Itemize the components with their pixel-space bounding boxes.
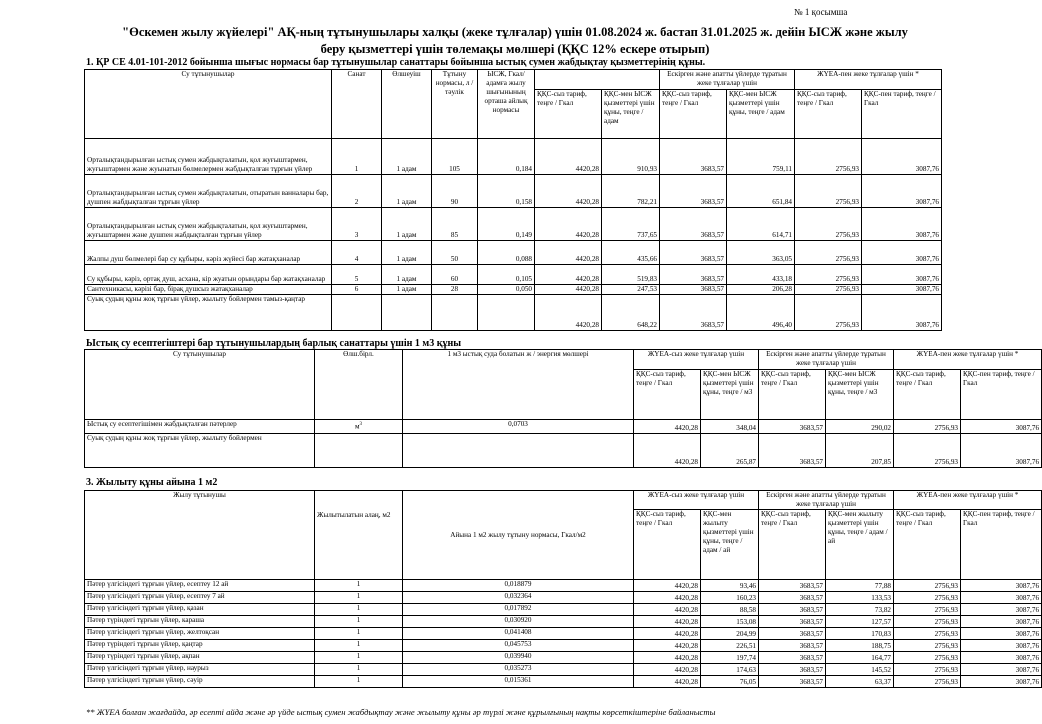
table-row (85, 208, 942, 241)
row-tariff-4: 3087,76 (862, 175, 942, 208)
row-tariff-2: 3683,57 (759, 592, 826, 604)
row-unit-sup: 3 (359, 422, 363, 427)
row-norm: 60 (432, 265, 478, 285)
row-category: 3 (332, 208, 382, 241)
s2-sub-1: ҚҚС-сыз тариф, теңге / Гкал (634, 370, 701, 420)
row-norm: 0,035273 (403, 664, 634, 676)
row-tariff-3: 2756,93 (795, 175, 862, 208)
row-cost-1: 247,53 (602, 285, 660, 295)
row-unit (315, 420, 403, 434)
row-area: 1 (315, 628, 403, 640)
row-cost-2: 145,52 (826, 664, 894, 676)
row-norm: 0,017892 (403, 604, 634, 616)
row-cost-2: 363,05 (727, 241, 795, 265)
row-tariff-2: 3683,57 (660, 285, 727, 295)
row-unit: 1 адам (382, 139, 432, 175)
s1-sub-4: ҚҚС-мен ЫСЖ қызметтері үшін құны, теңге / адам (727, 90, 795, 139)
row-tariff-4: 3087,76 (961, 640, 1042, 652)
row-tariff-1: 4420,28 (634, 640, 701, 652)
s3-sub-3: ҚҚС-сыз тариф, теңге / Гкал (759, 510, 826, 580)
row-cost-1: 348,04 (701, 420, 759, 434)
table-row (85, 592, 1042, 604)
row-cost-1: 737,65 (602, 208, 660, 241)
row-category: 4 (332, 241, 382, 265)
row-area: 1 (315, 640, 403, 652)
row-tariff-1: 4420,28 (634, 434, 701, 468)
row-tariff-1: 4420,28 (535, 208, 602, 241)
row-tariff-1: 4420,28 (634, 664, 701, 676)
s3-header-consumers: Жылу тұтынушы (85, 491, 315, 580)
page-title (80, 24, 950, 58)
s1-header-group-empty (535, 70, 660, 90)
section2-table (84, 349, 1042, 468)
row-norm: 105 (432, 139, 478, 175)
row-cost-2: 77,88 (826, 580, 894, 592)
row-norm: 0,032364 (403, 592, 634, 604)
row-tariff-2: 3683,57 (759, 628, 826, 640)
row-tariff-2: 3683,57 (759, 652, 826, 664)
s2-sub-4: ҚҚС-мен ЫСЖ қызметтері үшін құны, теңге / м3 (826, 370, 894, 420)
row-hws: 0,050 (478, 285, 535, 295)
row-tariff-3: 2756,93 (795, 295, 862, 331)
section1-heading: 1. ҚР СЕ 4.01-101-2012 бойынша шығыс нормасы бар тұтынушылар санаттары бойынша ыстық сумен жабдықтау қызметтерінің құны. (86, 57, 706, 68)
row-unit: 1 адам (382, 241, 432, 265)
row-cost-2: 164,77 (826, 652, 894, 664)
row-norm: 0,030920 (403, 616, 634, 628)
row-unit (382, 295, 432, 331)
row-consumer: Су құбыры, кәріз, ортақ душ, асхана, кір жуатын орындары бар жатақханалар (85, 265, 332, 285)
table-row (85, 139, 942, 175)
s3-header-area: Жылытылатын алаң, м2 (315, 491, 403, 580)
row-cost-1: 226,51 (701, 640, 759, 652)
row-tariff-4: 3087,76 (862, 265, 942, 285)
table-row (85, 616, 1042, 628)
table-row (85, 628, 1042, 640)
row-consumer: Пәтер үлгісіндегі тұрғын үйлер, қазан (85, 604, 315, 616)
row-area: 1 (315, 592, 403, 604)
s2-header-group-zhuea: ЖҮЕА-пен жеке тұлғалар үшін * (894, 350, 1042, 370)
row-area: 1 (315, 664, 403, 676)
s1-header-unit: Өлшеуіш (382, 70, 432, 139)
row-tariff-3: 2756,93 (795, 208, 862, 241)
row-cost-1: 160,23 (701, 592, 759, 604)
row-cost-1: 174,63 (701, 664, 759, 676)
s1-sub-2: ҚҚС-мен ЫСЖ қызметтері үшін құны, теңге / адам (602, 90, 660, 139)
table-row (85, 604, 1042, 616)
row-tariff-4: 3087,76 (961, 604, 1042, 616)
s3-sub-5: ҚҚС-сыз тариф, теңге / Гкал (894, 510, 961, 580)
row-consumer: Пәтер үлгісіндегі тұрғын үйлер, желтоқсан (85, 628, 315, 640)
table-row (85, 265, 942, 285)
row-cost-1: 76,05 (701, 676, 759, 688)
table-row (85, 175, 942, 208)
row-consumer: Ыстық су есептегішімен жабдықталған пәтерлер (85, 420, 315, 434)
row-tariff-4: 3087,76 (862, 285, 942, 295)
row-tariff-2: 3683,57 (759, 616, 826, 628)
row-tariff-4: 3087,76 (862, 241, 942, 265)
row-tariff-1: 4420,28 (535, 265, 602, 285)
row-tariff-1: 4420,28 (634, 580, 701, 592)
row-consumer: Пәтер түріндегі тұрғын үйлер, қаңтар (85, 640, 315, 652)
row-cost-1: 88,58 (701, 604, 759, 616)
row-unit: 1 адам (382, 285, 432, 295)
s2-sub-6: ҚҚС-пен тариф, теңге / Гкал (961, 370, 1042, 420)
table-row (85, 664, 1042, 676)
row-unit (315, 434, 403, 468)
row-tariff-3: 2756,93 (894, 616, 961, 628)
table-row (85, 676, 1042, 688)
row-tariff-1: 4420,28 (634, 616, 701, 628)
row-norm: 0,015361 (403, 676, 634, 688)
row-hws: 0,105 (478, 265, 535, 285)
row-category: 2 (332, 175, 382, 208)
row-consumer: Жалпы душ бөлмелері бар су құбыры, кәріз жүйесі бар жатақханалар (85, 241, 332, 265)
row-cost-1: 782,21 (602, 175, 660, 208)
row-tariff-2: 3683,57 (660, 208, 727, 241)
row-cost-1: 93,46 (701, 580, 759, 592)
row-tariff-2: 3683,57 (759, 580, 826, 592)
row-category: 5 (332, 265, 382, 285)
s3-sub-2: ҚҚС-мен жылыту қызметтері үшін құны, теңге / адам / ай (701, 510, 759, 580)
row-cost-2: 614,71 (727, 208, 795, 241)
row-tariff-1: 4420,28 (634, 420, 701, 434)
row-norm: 90 (432, 175, 478, 208)
row-category: 6 (332, 285, 382, 295)
row-norm: 85 (432, 208, 478, 241)
s2-header-group-zhuea-without: ЖҮЕА-сыз жеке тұлғалар үшін (634, 350, 759, 370)
row-norm: 0,039940 (403, 652, 634, 664)
row-tariff-4: 3087,76 (961, 628, 1042, 640)
row-norm: 50 (432, 241, 478, 265)
s3-sub-6: ҚҚС-пен тариф, теңге / Гкал (961, 510, 1042, 580)
row-cost-2: 496,40 (727, 295, 795, 331)
table-row (85, 652, 1042, 664)
table-row (85, 285, 942, 295)
row-cost-2: 207,85 (826, 434, 894, 468)
row-tariff-4: 3087,76 (961, 580, 1042, 592)
row-cost-2: 133,53 (826, 592, 894, 604)
s2-sub-5: ҚҚС-сыз тариф, теңге / Гкал (894, 370, 961, 420)
s3-header-group-zhuea: ЖҮЕА-пен жеке тұлғалар үшін * (894, 491, 1042, 510)
row-tariff-4: 3087,76 (961, 420, 1042, 434)
row-hws: 0,158 (478, 175, 535, 208)
row-cost-2: 188,75 (826, 640, 894, 652)
row-hws: 0,088 (478, 241, 535, 265)
s3-header-group-old: Ескірген және апатты үйлерде тұратын жеке тұлғалар үшін (759, 491, 894, 510)
row-cost-1: 910,93 (602, 139, 660, 175)
row-area: 1 (315, 676, 403, 688)
row-cost-2: 759,11 (727, 139, 795, 175)
row-tariff-4: 3087,76 (961, 592, 1042, 604)
row-tariff-4: 3087,76 (862, 139, 942, 175)
row-tariff-3: 2756,93 (894, 664, 961, 676)
row-tariff-2: 3683,57 (660, 175, 727, 208)
row-energy: 0,0703 (403, 420, 634, 434)
footnote: ** ЖҮЕА болған жағдайда, әр есепті айда және әр үйде ыстық сумен жабдықтау және жылыту құны әр түрлі және құрылғының нақты көрсеткіштеріне байланысты (86, 707, 716, 717)
s2-header-unit: Өлш.бірл. (315, 350, 403, 420)
s1-sub-6: ҚҚС-пен тариф, теңге / Гкал (862, 90, 942, 139)
row-tariff-3: 2756,93 (894, 652, 961, 664)
row-cost-2: 651,84 (727, 175, 795, 208)
s1-header-norm: Тұтыну нормасы, л / тәулік (432, 70, 478, 139)
row-tariff-3: 2756,93 (795, 265, 862, 285)
row-tariff-2: 3683,57 (759, 640, 826, 652)
s1-header-group-old: Ескірген және апатты үйлерде тұратын жеке тұлғалар үшін (660, 70, 795, 90)
section1-table (84, 69, 942, 331)
row-tariff-4: 3087,76 (862, 295, 942, 331)
s2-sub-2: ҚҚС-мен ЫСЖ қызметтері үшін құны, теңге / м3 (701, 370, 759, 420)
table-row (85, 580, 1042, 592)
table-row (85, 241, 942, 265)
row-tariff-1: 4420,28 (535, 139, 602, 175)
row-tariff-3: 2756,93 (795, 285, 862, 295)
row-tariff-2: 3683,57 (759, 676, 826, 688)
row-norm: 0,045753 (403, 640, 634, 652)
row-tariff-2: 3683,57 (660, 241, 727, 265)
section3-heading: 3. Жылыту құны айына 1 м2 (86, 477, 218, 488)
s1-header-hws: ЫСЖ, Гкал/адамға жылу шығынының орташа айлық нормасы (478, 70, 535, 139)
row-tariff-4: 3087,76 (961, 434, 1042, 468)
row-cost-2: 127,57 (826, 616, 894, 628)
s1-sub-5: ҚҚС-сыз тариф, теңге / Гкал (795, 90, 862, 139)
row-area: 1 (315, 616, 403, 628)
row-tariff-3: 2756,93 (894, 592, 961, 604)
s1-sub-1: ҚҚС-сыз тариф, теңге / Гкал (535, 90, 602, 139)
row-consumer: Суық судың құны жоқ тұрғын үйлер, жылыту бойлермен тамыз-қаңтар (85, 295, 332, 331)
s2-header-group-old: Ескірген және апатты үйлерде тұратын жеке тұлғалар үшін (759, 350, 894, 370)
row-consumer: Пәтер үлгісіндегі тұрғын үйлер, наурыз (85, 664, 315, 676)
row-tariff-2: 3683,57 (759, 420, 826, 434)
row-category: 1 (332, 139, 382, 175)
row-tariff-2: 3683,57 (660, 139, 727, 175)
row-cost-1: 519,83 (602, 265, 660, 285)
row-tariff-3: 2756,93 (795, 139, 862, 175)
row-tariff-3: 2756,93 (894, 580, 961, 592)
row-tariff-3: 2756,93 (894, 604, 961, 616)
s3-header-norm: Айына 1 м2 жылу тұтыну нормасы, Гкал/м2 (403, 491, 634, 580)
row-cost-2: 290,02 (826, 420, 894, 434)
s2-header-energy: 1 м3 ыстық суда болатын ж / энергия мөлшері (403, 350, 634, 420)
row-consumer: Пәтер түріндегі тұрғын үйлер, караша (85, 616, 315, 628)
row-tariff-1: 4420,28 (535, 241, 602, 265)
s3-header-group-zhuea-without: ЖҮЕА-сыз жеке тұлғалар үшін (634, 491, 759, 510)
row-norm: 0,018879 (403, 580, 634, 592)
row-consumer: Орталықтандырылған ыстық сумен жабдықталатын, отыратын ванналары бар, душпен жабдықталған тұрғын үйлер (85, 175, 332, 208)
annex-label: № 1 қосымша (794, 7, 848, 17)
row-cost-2: 73,82 (826, 604, 894, 616)
row-tariff-2: 3683,57 (759, 434, 826, 468)
row-cost-2: 206,28 (727, 285, 795, 295)
row-consumer: Пәтер үлгісіндегі тұрғын үйлер, сәуір (85, 676, 315, 688)
row-tariff-4: 3087,76 (961, 652, 1042, 664)
row-unit: 1 адам (382, 265, 432, 285)
row-cost-1: 648,22 (602, 295, 660, 331)
table-row (85, 640, 1042, 652)
row-tariff-2: 3683,57 (759, 604, 826, 616)
table-row (85, 434, 1042, 468)
row-tariff-3: 2756,93 (894, 628, 961, 640)
s1-header-category: Санат (332, 70, 382, 139)
row-cost-1: 265,87 (701, 434, 759, 468)
row-tariff-4: 3087,76 (961, 616, 1042, 628)
row-consumer: Пәтер үлгісіндегі тұрғын үйлер, есептеу 12 ай (85, 580, 315, 592)
row-cost-1: 197,74 (701, 652, 759, 664)
s1-sub-3: ҚҚС-сыз тариф, теңге / Гкал (660, 90, 727, 139)
row-cost-2: 63,37 (826, 676, 894, 688)
row-tariff-4: 3087,76 (961, 676, 1042, 688)
row-tariff-3: 2756,93 (894, 434, 961, 468)
title-line-1: "Өскемен жылу жүйелері" АҚ-ның тұтынушылары халқы (жеке тұлғалар) үшін 01.08.2024 ж. бастап 31.01.2025 ж. дейін ЫСЖ және жылу (122, 25, 908, 39)
row-tariff-3: 2756,93 (894, 676, 961, 688)
row-category (332, 295, 382, 331)
row-tariff-1: 4420,28 (535, 285, 602, 295)
s2-header-consumers: Су тұтынушылар (85, 350, 315, 420)
row-hws: 0,149 (478, 208, 535, 241)
row-cost-1: 153,08 (701, 616, 759, 628)
row-tariff-3: 2756,93 (795, 241, 862, 265)
row-tariff-1: 4420,28 (535, 175, 602, 208)
s1-header-consumers: Су тұтынушылар (85, 70, 332, 139)
row-norm (432, 295, 478, 331)
row-consumer: Сантехникасы, кәрізі бар, бірақ душсыз жатақханалар (85, 285, 332, 295)
row-consumer: Орталықтандырылған ыстық сумен жабдықталатын, қол жуғыштармен, жуғыштармен және жуынатын бөлмелермен жабдықталған тұрғын үйлер (85, 139, 332, 175)
row-consumer: Орталықтандырылған ыстық сумен жабдықталатын, қол жуғыштармен, жуғыштармен және душпен жабдықталған тұрғын үйлер (85, 208, 332, 241)
row-cost-1: 204,99 (701, 628, 759, 640)
row-tariff-2: 3683,57 (660, 265, 727, 285)
row-area: 1 (315, 604, 403, 616)
row-cost-1: 435,66 (602, 241, 660, 265)
row-area: 1 (315, 652, 403, 664)
row-hws: 0,184 (478, 139, 535, 175)
row-unit: 1 адам (382, 208, 432, 241)
row-consumer: Пәтер үлгісіндегі тұрғын үйлер, есептеу 7 ай (85, 592, 315, 604)
s2-sub-3: ҚҚС-сыз тариф, теңге / Гкал (759, 370, 826, 420)
row-unit: 1 адам (382, 175, 432, 208)
s1-header-group-zhuea: ЖҮЕА-пен жеке тұлғалар үшін * (795, 70, 942, 90)
row-norm: 0,041408 (403, 628, 634, 640)
row-tariff-4: 3087,76 (862, 208, 942, 241)
row-tariff-1: 4420,28 (634, 652, 701, 664)
row-unit-text: м (354, 422, 360, 431)
row-tariff-1: 4420,28 (634, 604, 701, 616)
title-line-2: беру қызметтері үшін төлемақы мөлшері (ҚҚС 12% ескере отырып) (320, 42, 710, 56)
s3-sub-4: ҚҚС-мен жылыту қызметтері үшін құны, теңге / адам / ай (826, 510, 894, 580)
table-row (85, 420, 1042, 434)
row-tariff-2: 3683,57 (759, 664, 826, 676)
section3-table (84, 490, 1042, 688)
row-tariff-3: 2756,93 (894, 420, 961, 434)
row-tariff-1: 4420,28 (634, 628, 701, 640)
row-energy (403, 434, 634, 468)
row-consumer: Суық судың құны жоқ тұрғын үйлер, жылыту бойлермен (85, 434, 315, 468)
s3-sub-1: ҚҚС-сыз тариф, теңге / Гкал (634, 510, 701, 580)
row-tariff-1: 4420,28 (634, 676, 701, 688)
row-tariff-1: 4420,28 (634, 592, 701, 604)
section2-heading: Ыстық су есептегіштері бар тұтынушылардың барлық санаттары үшін 1 м3 құны (86, 338, 462, 349)
row-tariff-4: 3087,76 (961, 664, 1042, 676)
row-cost-2: 170,83 (826, 628, 894, 640)
row-tariff-3: 2756,93 (894, 640, 961, 652)
row-tariff-2: 3683,57 (660, 295, 727, 331)
row-norm: 28 (432, 285, 478, 295)
row-area: 1 (315, 580, 403, 592)
row-tariff-1: 4420,28 (535, 295, 602, 331)
row-hws (478, 295, 535, 331)
row-consumer: Пәтер түріндегі тұрғын үйлер, ақпан (85, 652, 315, 664)
row-cost-2: 433,18 (727, 265, 795, 285)
table-row (85, 295, 942, 331)
